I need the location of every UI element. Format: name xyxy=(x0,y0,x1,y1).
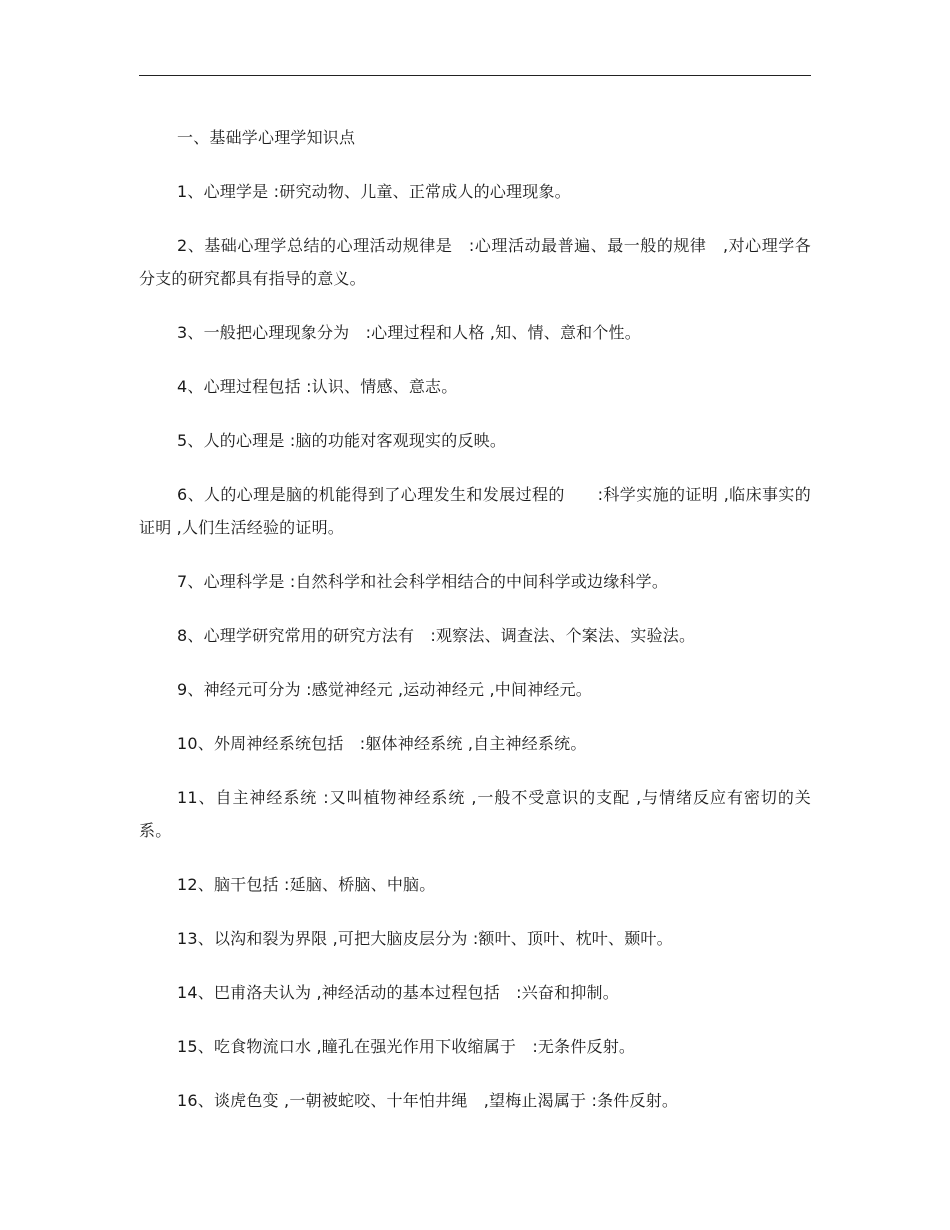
list-item: 16、谈虎色变 ,一朝被蛇咬、十年怕井绳 ,望梅止渴属于 :条件反射。 xyxy=(177,1091,679,1110)
list-item: 14、巴甫洛夫认为 ,神经活动的基本过程包括 :兴奋和抑制。 xyxy=(177,983,619,1002)
list-item: 11、自主神经系统 :又叫植物神经系统 ,一般不受意识的支配 ,与情绪反应有密切的关系。 xyxy=(139,788,811,840)
header-rule xyxy=(139,75,811,76)
list-item: 4、心理过程包括 :认识、情感、意志。 xyxy=(177,377,458,396)
list-item: 5、人的心理是 :脑的功能对客观现实的反映。 xyxy=(177,431,507,450)
list-item: 12、脑干包括 :延脑、桥脑、中脑。 xyxy=(177,875,436,894)
section-heading: 一、基础学心理学知识点 xyxy=(177,128,356,147)
document-body xyxy=(139,121,811,1117)
list-item: 8、心理学研究常用的研究方法有 :观察法、调查法、个案法、实验法。 xyxy=(177,626,696,645)
list-item: 1、心理学是 :研究动物、儿童、正常成人的心理现象。 xyxy=(177,182,571,201)
list-item: 6、人的心理是脑的机能得到了心理发生和发展过程的 :科学实施的证明 ,临床事实的证明 ,人们生活经验的证明。 xyxy=(139,485,811,537)
list-item: 15、吃食物流口水 ,瞳孔在强光作用下收缩属于 :无条件反射。 xyxy=(177,1037,636,1056)
list-item: 13、以沟和裂为界限 ,可把大脑皮层分为 :额叶、顶叶、枕叶、颞叶。 xyxy=(177,929,673,948)
list-item: 2、基础心理学总结的心理活动规律是 :心理活动最普遍、最一般的规律 ,对心理学各分支的研究都具有指导的意义。 xyxy=(139,236,811,288)
list-item: 9、神经元可分为 :感觉神经元 ,运动神经元 ,中间神经元。 xyxy=(177,680,593,699)
list-item: 10、外周神经系统包括 :躯体神经系统 ,自主神经系统。 xyxy=(177,734,587,753)
list-item: 7、心理科学是 :自然科学和社会科学相结合的中间科学或边缘科学。 xyxy=(177,572,669,591)
list-item: 3、一般把心理现象分为 :心理过程和人格 ,知、情、意和个性。 xyxy=(177,323,641,342)
